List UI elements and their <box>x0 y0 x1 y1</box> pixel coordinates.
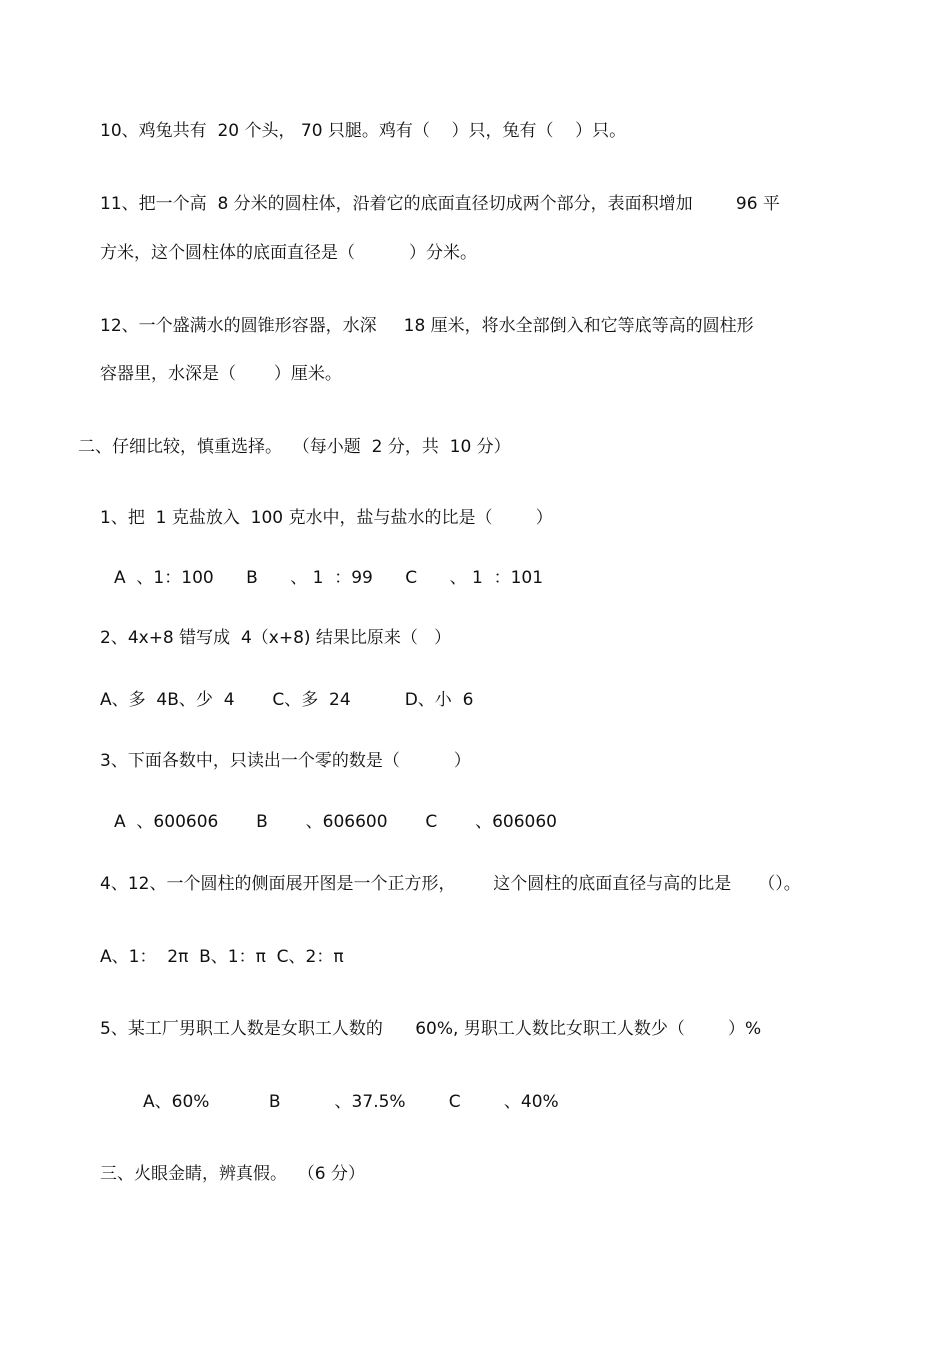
choice-question-3: 3、下面各数中，只读出一个零的数是（ ） <box>100 751 471 771</box>
choice-question-3-options: A 、600606 B 、606600 C 、606060 <box>114 812 557 832</box>
choice-question-5: 5、某工厂男职工人数是女职工人数的 60%, 男职工人数比女职工人数少（ ）% <box>100 1019 762 1039</box>
question-12-line-1: 12、一个盛满水的圆锥形容器，水深 18 厘米，将水全部倒入和它等底等高的圆柱形 <box>100 316 754 336</box>
section-2-heading: 二、仔细比较，慎重选择。 （每小题 2 分，共 10 分） <box>78 437 511 457</box>
choice-question-2-options: A、多 4B、少 4 C、多 24 D、小 6 <box>100 690 474 710</box>
question-11-line-2: 方米，这个圆柱体的底面直径是（ ）分米。 <box>100 243 478 263</box>
choice-question-5-options: A、60% B 、37.5% C 、40% <box>143 1092 559 1112</box>
question-12-line-2: 容器里，水深是（ ）厘米。 <box>100 364 342 384</box>
choice-question-4-options: A、1： 2π B、1：π C、2：π <box>100 947 344 967</box>
section-3-heading: 三、火眼金睛，辨真假。 （6 分） <box>100 1164 366 1184</box>
choice-question-1-options: A 、1：100 B 、 1 ：99 C 、 1 ：101 <box>114 568 544 588</box>
choice-question-4: 4、12、一个圆柱的侧面展开图是一个正方形， 这个圆柱的底面直径与高的比是 （）。 <box>100 874 801 894</box>
choice-question-2: 2、4x+8 错写成 4（x+8) 结果比原来（ ） <box>100 628 452 648</box>
choice-question-1: 1、把 1 克盐放入 100 克水中，盐与盐水的比是（ ） <box>100 508 553 528</box>
question-11-line-1: 11、把一个高 8 分米的圆柱体，沿着它的底面直径切成两个部分，表面积增加 96 平 <box>100 194 780 214</box>
question-10: 10、鸡兔共有 20 个头， 70 只腿。鸡有（ ）只，兔有（ ）只。 <box>100 121 627 141</box>
